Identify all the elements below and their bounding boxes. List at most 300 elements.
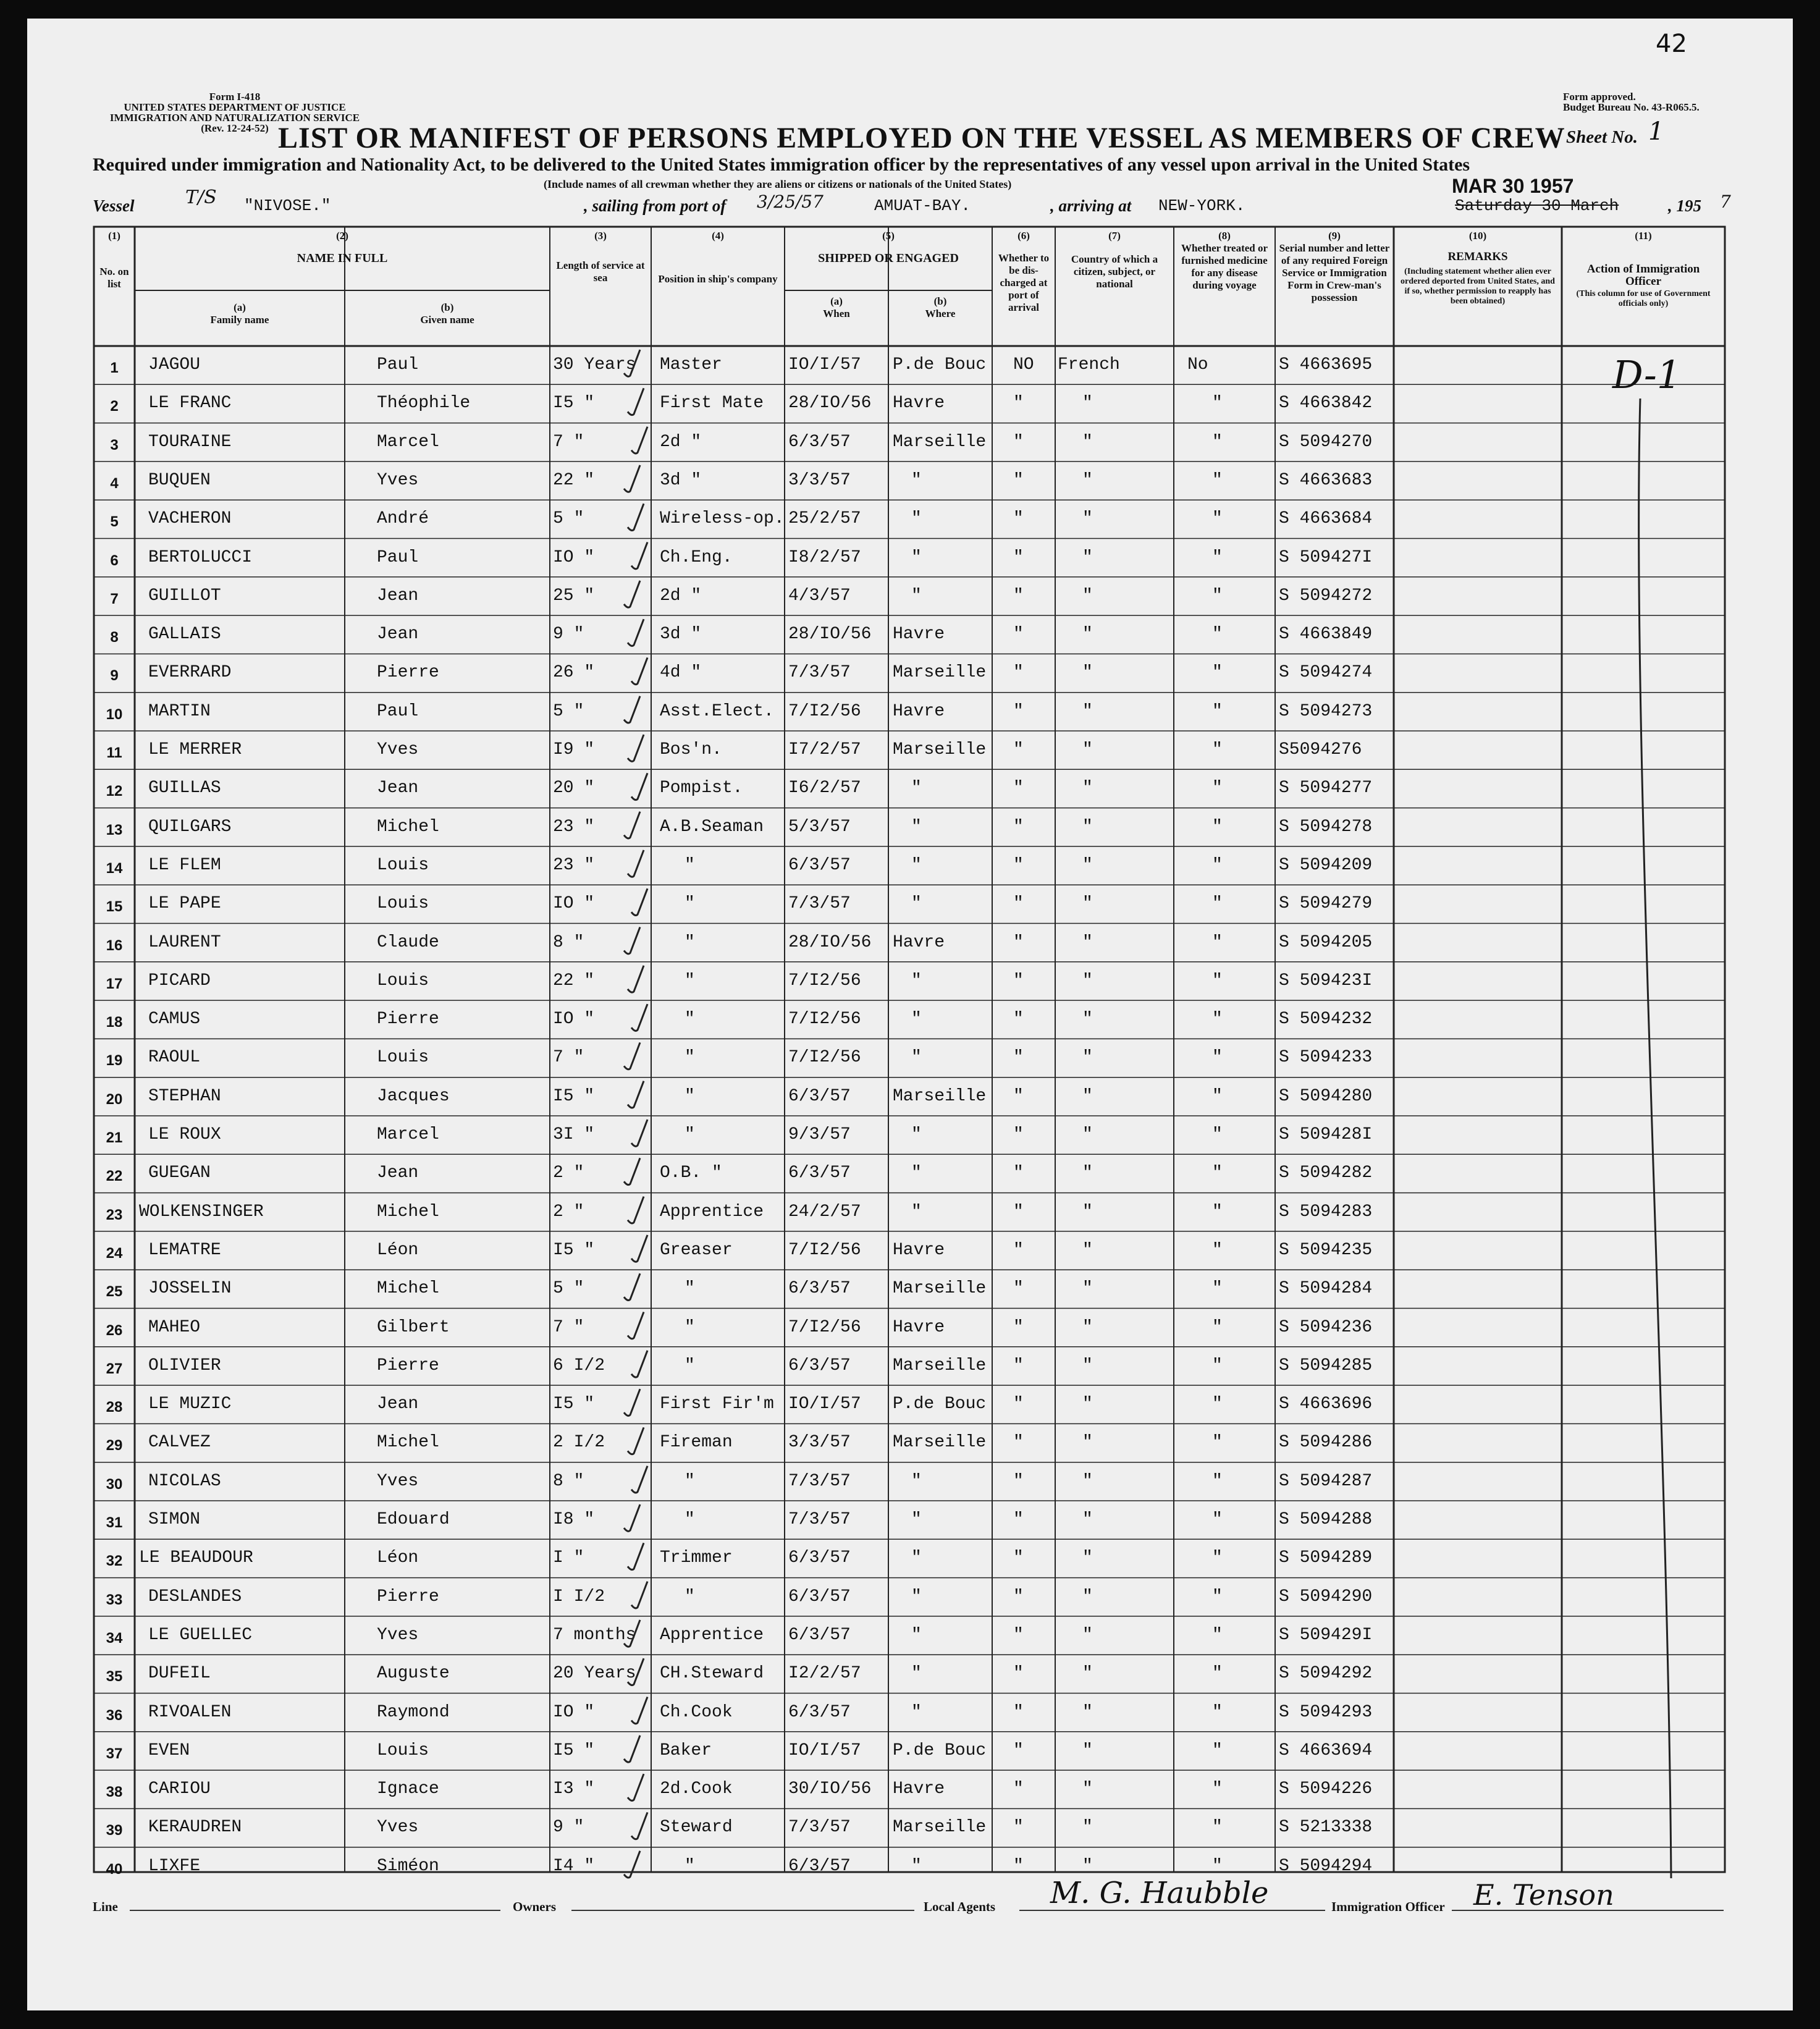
cell-serial-number: S 5094278 [1279, 817, 1373, 837]
cell-serial-number: S 4663694 [1279, 1740, 1373, 1760]
cell-given-name: André [377, 509, 429, 529]
cell-service-length: 22 " [553, 470, 595, 490]
cell-discharge: " [1013, 394, 1024, 413]
row-number: 5 [110, 513, 119, 531]
cell-discharge: " [1013, 1856, 1024, 1876]
cell-given-name: Louis [377, 1740, 429, 1760]
cell-country: " [1082, 1394, 1093, 1414]
col-name-index: (2) [336, 230, 348, 242]
footer-officer-label: Immigration Officer [1331, 1899, 1445, 1914]
check-tick [624, 1504, 640, 1531]
cell-discharge: " [1013, 1625, 1024, 1645]
check-tick [628, 1427, 644, 1454]
cell-treated: " [1212, 1471, 1223, 1491]
row-number: 36 [106, 1706, 123, 1724]
cell-country: " [1082, 1086, 1093, 1106]
cell-discharge: " [1013, 1433, 1024, 1453]
cell-serial-number: S 5094294 [1279, 1856, 1373, 1876]
cell-service-length: IO " [553, 894, 595, 914]
cell-family-name: GALLAIS [148, 625, 221, 644]
cell-discharge: " [1013, 894, 1024, 914]
cell-given-name: Ignace [377, 1779, 439, 1799]
col-family-header: (a) Family name [210, 302, 269, 326]
cell-given-name: Louis [377, 971, 429, 990]
cell-serial-number: S 509428I [1279, 1125, 1373, 1144]
cell-family-name: EVEN [148, 1740, 190, 1760]
cell-treated: " [1212, 625, 1223, 644]
date-stamp: MAR 30 1957 [1452, 175, 1574, 197]
cell-engaged-when: 6/3/57 [788, 1856, 851, 1876]
cell-family-name: LE BEAUDOUR [139, 1548, 253, 1568]
cell-service-length: 7 " [553, 432, 584, 452]
cell-engaged-when: 4/3/57 [788, 586, 851, 605]
cell-serial-number: S 4663695 [1279, 355, 1373, 374]
row-number: 27 [106, 1360, 123, 1377]
cell-treated: " [1212, 1356, 1223, 1375]
cell-position: Fireman [660, 1433, 733, 1453]
cell-service-length: IO " [553, 1702, 595, 1722]
cell-treated: " [1212, 509, 1223, 529]
cell-engaged-where: Havre [893, 932, 945, 952]
cell-family-name: JAGOU [148, 355, 201, 374]
cell-engaged-when: 6/3/57 [788, 1163, 851, 1183]
col-remarks-header: REMARKS [1447, 250, 1508, 263]
cell-position: " [685, 1471, 695, 1491]
cell-service-length: 26 " [553, 663, 595, 683]
cell-position: " [685, 1125, 695, 1144]
col-country-header: Country of which a citizen, subject, or national [1071, 253, 1158, 290]
cell-given-name: Louis [377, 894, 429, 914]
cell-engaged-when: I7/2/57 [788, 740, 861, 759]
cell-discharge: " [1013, 663, 1024, 683]
col-number-index: (1) [108, 230, 120, 242]
cell-position: " [685, 1856, 695, 1876]
cell-engaged-when: 7/3/57 [788, 1471, 851, 1491]
cell-given-name: Yves [377, 1625, 419, 1645]
cell-family-name: BUQUEN [148, 470, 211, 490]
row-number: 6 [110, 552, 119, 569]
cell-serial-number: S 5094226 [1279, 1779, 1373, 1799]
cell-position: " [685, 1048, 695, 1068]
cell-serial-number: S 5094235 [1279, 1240, 1373, 1260]
action-mark: D-1 [1612, 352, 1682, 397]
cell-treated: " [1212, 1818, 1223, 1837]
row-number: 37 [106, 1745, 123, 1762]
cell-engaged-when: 6/3/57 [788, 1548, 851, 1568]
cell-family-name: CALVEZ [148, 1433, 211, 1453]
col-shipped-header: SHIPPED OR ENGAGED [818, 251, 959, 265]
row-number: 32 [106, 1553, 123, 1570]
col-discharge-index: (6) [1017, 230, 1030, 242]
col-service-header: Length of service at sea [556, 259, 645, 284]
cell-family-name: OLIVIER [148, 1356, 221, 1375]
cell-engaged-where: " [911, 855, 922, 875]
form-approved: Form approved. [1563, 91, 1636, 103]
cell-country: " [1082, 1625, 1093, 1645]
cell-serial-number: S 4663842 [1279, 394, 1373, 413]
row-number: 31 [106, 1514, 123, 1531]
row-number: 15 [106, 898, 123, 916]
cell-service-length: 9 " [553, 1818, 584, 1837]
cell-service-length: 23 " [553, 855, 595, 875]
cell-given-name: Pierre [377, 1356, 439, 1375]
cell-family-name: QUILGARS [148, 817, 232, 837]
cell-serial-number: S 509423I [1279, 971, 1373, 990]
cell-serial-number: S 5094293 [1279, 1702, 1373, 1722]
row-number: 40 [106, 1860, 123, 1878]
cell-serial-number: S 5094282 [1279, 1163, 1373, 1183]
row-number: 3 [110, 436, 119, 453]
cell-engaged-when: 6/3/57 [788, 1279, 851, 1299]
cell-discharge: " [1013, 1240, 1024, 1260]
row-number: 35 [106, 1668, 123, 1685]
cell-family-name: RAOUL [148, 1048, 201, 1068]
cell-treated: " [1212, 817, 1223, 837]
row-number: 24 [106, 1244, 123, 1262]
cell-family-name: CAMUS [148, 1010, 201, 1029]
cell-given-name: Léon [377, 1240, 419, 1260]
cell-position: Baker [660, 1740, 712, 1760]
cell-discharge: " [1013, 855, 1024, 875]
cell-engaged-when: I8/2/57 [788, 547, 861, 567]
cell-position: Ch.Eng. [660, 547, 733, 567]
cell-engaged-when: 7/3/57 [788, 1510, 851, 1529]
cell-serial-number: S 4663849 [1279, 625, 1373, 644]
cell-engaged-when: 6/3/57 [788, 1702, 851, 1722]
vessel-prefix: T/S [185, 187, 217, 208]
cell-engaged-where: " [911, 1010, 922, 1029]
cell-family-name: LAURENT [148, 932, 221, 952]
col-when-header: (a) When [823, 295, 850, 319]
cell-service-length: I5 " [553, 1240, 595, 1260]
cell-engaged-where: Marseille [893, 1433, 987, 1453]
cell-engaged-when: 9/3/57 [788, 1125, 851, 1144]
cell-country: " [1082, 1240, 1093, 1260]
row-number: 13 [106, 821, 123, 838]
cell-country: " [1082, 701, 1093, 721]
cell-country: " [1082, 547, 1093, 567]
row-number: 4 [110, 475, 119, 492]
cell-engaged-when: 6/3/57 [788, 1356, 851, 1375]
cell-given-name: Michel [377, 1433, 439, 1453]
cell-service-length: 5 " [553, 509, 584, 529]
sailing-port: AMUAT-BAY. [874, 196, 971, 215]
row-number: 8 [110, 629, 119, 646]
cell-family-name: BERTOLUCCI [148, 547, 253, 567]
cell-family-name: GUEGAN [148, 1163, 211, 1183]
cell-serial-number: S 5094272 [1279, 586, 1373, 605]
cell-given-name: Michel [377, 1202, 439, 1221]
cell-country: " [1082, 1548, 1093, 1568]
col-position-header: Position in ship's company [658, 273, 778, 285]
cell-discharge: " [1013, 1356, 1024, 1375]
cell-service-length: 2 I/2 [553, 1433, 605, 1453]
cell-serial-number: S 5094280 [1279, 1086, 1373, 1106]
cell-country: " [1082, 1163, 1093, 1183]
cell-treated: " [1212, 394, 1223, 413]
row-number: 22 [106, 1168, 123, 1185]
cell-discharge: " [1013, 509, 1024, 529]
cell-discharge: " [1013, 1048, 1024, 1068]
check-tick [628, 1658, 644, 1685]
check-tick [628, 1081, 644, 1108]
cell-engaged-when: I2/2/57 [788, 1664, 861, 1684]
cell-engaged-where: Havre [893, 1240, 945, 1260]
cell-treated: " [1212, 1317, 1223, 1337]
cell-country: " [1082, 1048, 1093, 1068]
row-number: 18 [106, 1014, 123, 1031]
check-tick [628, 1543, 644, 1569]
cell-serial-number: S 5094232 [1279, 1010, 1373, 1029]
check-tick [631, 1235, 647, 1262]
cell-engaged-when: 7/3/57 [788, 894, 851, 914]
cell-service-length: 3I " [553, 1125, 595, 1144]
cell-engaged-where: P.de Bouc [893, 1394, 987, 1414]
cell-given-name: Pierre [377, 1587, 439, 1606]
check-tick [631, 427, 647, 453]
cell-country: " [1082, 586, 1093, 605]
cell-discharge: " [1013, 547, 1024, 567]
check-tick [631, 773, 647, 799]
cell-country: " [1082, 1279, 1093, 1299]
cell-service-length: 6 I/2 [553, 1356, 605, 1375]
cell-discharge: " [1013, 932, 1024, 952]
cell-discharge: " [1013, 625, 1024, 644]
cell-family-name: PICARD [148, 971, 211, 990]
cell-engaged-when: 7/I2/56 [788, 1048, 861, 1068]
cell-service-length: I3 " [553, 1779, 595, 1799]
cell-service-length: I9 " [553, 740, 595, 759]
cell-position: 2d " [660, 432, 702, 452]
row-number: 33 [106, 1591, 123, 1608]
cell-position: 2d.Cook [660, 1779, 733, 1799]
document-title: LIST OR MANIFEST OF PERSONS EMPLOYED ON THE VESSEL AS MEMBERS OF CREW [278, 122, 1565, 154]
col-serial-header: Serial number and letter of any required Foreign Service or Immigration Form in Crew-man's possession [1279, 242, 1390, 303]
cell-country: " [1082, 625, 1093, 644]
cell-given-name: Edouard [377, 1510, 450, 1529]
form-service: IMMIGRATION AND NATURALIZATION SERVICE [109, 112, 360, 124]
cell-serial-number: S 4663684 [1279, 509, 1373, 529]
cell-country: " [1082, 1356, 1093, 1375]
check-tick [628, 1312, 644, 1339]
check-tick [628, 1774, 644, 1800]
cell-engaged-where: Havre [893, 1317, 945, 1337]
cell-serial-number: S 5094288 [1279, 1510, 1373, 1529]
cell-given-name: Michel [377, 1279, 439, 1299]
cell-serial-number: S 5094274 [1279, 663, 1373, 683]
check-tick [631, 542, 647, 569]
cell-position: " [685, 1317, 695, 1337]
cell-engaged-when: 7/3/57 [788, 1818, 851, 1837]
cell-treated: " [1212, 663, 1223, 683]
cell-engaged-when: I6/2/57 [788, 778, 861, 798]
cell-serial-number: S 5213338 [1279, 1818, 1373, 1837]
cell-family-name: DUFEIL [148, 1664, 211, 1684]
cell-engaged-when: 7/I2/56 [788, 1317, 861, 1337]
cell-discharge: " [1013, 432, 1024, 452]
cell-given-name: Léon [377, 1548, 419, 1568]
cell-country: " [1082, 740, 1093, 759]
cell-treated: " [1212, 894, 1223, 914]
cell-treated: " [1212, 1664, 1223, 1684]
cell-position: Apprentice [660, 1202, 764, 1221]
col-shipped-index: (5) [882, 230, 895, 242]
cell-family-name: MAHEO [148, 1317, 201, 1337]
cell-position: Greaser [660, 1240, 733, 1260]
cell-given-name: Paul [377, 355, 419, 374]
cell-discharge: " [1013, 1510, 1024, 1529]
cell-serial-number: S 5094290 [1279, 1587, 1373, 1606]
cell-discharge: " [1013, 701, 1024, 721]
cell-serial-number: S 5094233 [1279, 1048, 1373, 1068]
cell-engaged-where: " [911, 1664, 922, 1684]
cell-position: First Mate [660, 394, 764, 413]
cell-family-name: GUILLOT [148, 586, 221, 605]
check-tick [624, 1042, 640, 1069]
cell-discharge: " [1013, 1010, 1024, 1029]
cell-engaged-where: " [911, 1125, 922, 1144]
cell-service-length: 20 Years [553, 1664, 636, 1684]
cell-service-length: 8 " [553, 1471, 584, 1491]
cell-given-name: Yves [377, 1818, 419, 1837]
cell-given-name: Gilbert [377, 1317, 450, 1337]
check-tick [624, 465, 640, 492]
cell-family-name: GUILLAS [148, 778, 221, 798]
cell-discharge: NO [1013, 355, 1034, 374]
cell-engaged-when: 30/IO/56 [788, 1779, 872, 1799]
row-number: 12 [106, 783, 123, 800]
check-tick [631, 1582, 647, 1608]
cell-given-name: Yves [377, 470, 419, 490]
row-number: 26 [106, 1322, 123, 1339]
cell-treated: " [1212, 1202, 1223, 1221]
cell-engaged-where: " [911, 894, 922, 914]
check-tick [628, 1197, 644, 1223]
cell-treated: " [1212, 1394, 1223, 1414]
row-number: 19 [106, 1052, 123, 1069]
cell-position: 4d " [660, 663, 702, 683]
col-remarks-sub: (Including statement whether alien ever ordered deported from United States, and if so, whether permission to reapply has been obtained) [1401, 267, 1555, 306]
cell-engaged-when: IO/I/57 [788, 355, 861, 374]
cell-serial-number: S 5094286 [1279, 1433, 1373, 1453]
arriving-port: NEW-YORK. [1158, 196, 1245, 215]
year-digit: 7 [1720, 192, 1731, 212]
cell-engaged-where: Havre [893, 701, 945, 721]
cell-country: " [1082, 1202, 1093, 1221]
cell-serial-number: S 5094277 [1279, 778, 1373, 798]
cell-engaged-when: 6/3/57 [788, 1587, 851, 1606]
cell-position: Steward [660, 1818, 733, 1837]
cell-discharge: " [1013, 971, 1024, 990]
cell-country: " [1082, 817, 1093, 837]
cell-position: " [685, 932, 695, 952]
cell-treated: " [1212, 470, 1223, 490]
cell-discharge: " [1013, 1664, 1024, 1684]
cell-given-name: Raymond [377, 1702, 450, 1722]
cell-position: 3d " [660, 470, 702, 490]
cell-engaged-where: Havre [893, 1779, 945, 1799]
cell-position: Apprentice [660, 1625, 764, 1645]
cell-family-name: LE GUELLEC [148, 1625, 253, 1645]
cell-given-name: Yves [377, 740, 419, 759]
row-number: 30 [106, 1475, 123, 1493]
agents-signature: M. G. Haubble [1050, 1876, 1269, 1910]
cell-country: " [1082, 971, 1093, 990]
sailing-date: 3/25/57 [757, 192, 824, 212]
cell-family-name: STEPHAN [148, 1086, 221, 1106]
cell-position: " [685, 1356, 695, 1375]
cell-treated: " [1212, 1240, 1223, 1260]
cell-discharge: " [1013, 1587, 1024, 1606]
cell-engaged-when: 7/I2/56 [788, 701, 861, 721]
cell-family-name: LIXFE [148, 1856, 201, 1876]
cell-treated: " [1212, 1702, 1223, 1722]
cell-service-length: 2 " [553, 1163, 584, 1183]
cell-engaged-where: " [911, 1163, 922, 1183]
cell-given-name: Pierre [377, 663, 439, 683]
row-number: 9 [110, 667, 119, 685]
cell-discharge: " [1013, 1279, 1024, 1299]
cell-country: " [1082, 1664, 1093, 1684]
row-number: 34 [106, 1629, 123, 1647]
sheet-label: Sheet No. [1566, 127, 1638, 147]
cell-position: " [685, 1086, 695, 1106]
cell-engaged-when: IO/I/57 [788, 1740, 861, 1760]
cell-serial-number: S 5094287 [1279, 1471, 1373, 1491]
row-number: 25 [106, 1283, 123, 1301]
form-number: Form I-418 [209, 91, 261, 103]
cell-discharge: " [1013, 1779, 1024, 1799]
cell-service-length: 8 " [553, 932, 584, 952]
cell-service-length: 25 " [553, 586, 595, 605]
cell-service-length: I5 " [553, 1740, 595, 1760]
check-tick [631, 657, 647, 684]
cell-service-length: I8 " [553, 1510, 595, 1529]
cell-engaged-where: Marseille [893, 740, 987, 759]
row-number: 20 [106, 1090, 123, 1108]
cell-country: " [1082, 509, 1093, 529]
cell-engaged-when: 3/3/57 [788, 470, 851, 490]
cell-engaged-where: P.de Bouc [893, 1740, 987, 1760]
cell-service-length: 5 " [553, 1279, 584, 1299]
year-label: , 195 [1668, 196, 1701, 215]
cell-engaged-when: 7/3/57 [788, 663, 851, 683]
cell-serial-number: S5094276 [1279, 740, 1362, 759]
cell-family-name: RIVOALEN [148, 1702, 232, 1722]
cell-service-length: 9 " [553, 625, 584, 644]
cell-treated: " [1212, 1587, 1223, 1606]
cell-engaged-where: Havre [893, 394, 945, 413]
cell-discharge: " [1013, 778, 1024, 798]
cell-treated: " [1212, 855, 1223, 875]
footer-agents-label: Local Agents [924, 1899, 996, 1914]
cell-serial-number: S 4663683 [1279, 470, 1373, 490]
cell-discharge: " [1013, 1125, 1024, 1144]
cell-treated: " [1212, 1856, 1223, 1876]
cell-engaged-where: " [911, 1048, 922, 1068]
cell-engaged-where: " [911, 586, 922, 605]
cell-country: " [1082, 1702, 1093, 1722]
cell-position: " [685, 1279, 695, 1299]
cell-serial-number: S 5094205 [1279, 932, 1373, 952]
cell-given-name: Marcel [377, 1125, 439, 1144]
col-treated-index: (8) [1218, 230, 1231, 242]
include-note: (Include names of all crewman whether they are aliens or citizens or nationals of the United States) [544, 178, 1012, 190]
cell-engaged-when: 7/I2/56 [788, 1240, 861, 1260]
cell-engaged-when: IO/I/57 [788, 1394, 861, 1414]
row-number: 1 [110, 360, 119, 376]
cell-treated: " [1212, 1625, 1223, 1645]
